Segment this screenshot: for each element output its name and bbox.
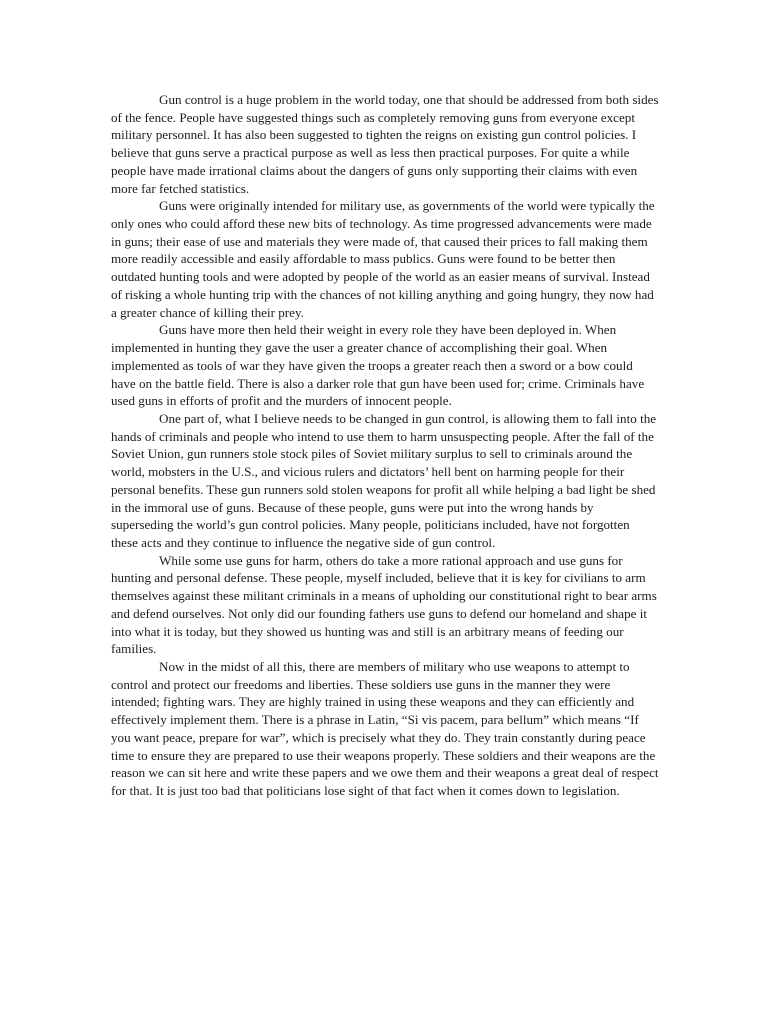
paragraph-6: Now in the midst of all this, there are members of military who use weapons to attempt to control and protect our freedoms and liberties. These soldiers use guns in the manner they were intended; fighting wars. They are highly trained in using these weapons and they can efficiently and effectively implement them. There is a phrase in Latin, “Si vis pacem, para bellum” which means “If you want peace, prepare for war”, which is precisely what they do. They train constantly during peace time to ensure they are prepared to use their weapons properly. These soldiers and their weapons are the reason we can sit here and write these papers and we owe them and their weapons a great deal of respect for that. It is just too bad that politicians lose sight of that fact when it comes down to legislation. (111, 659, 659, 799)
paragraph-4: One part of, what I believe needs to be changed in gun control, is allowing them to fall into the hands of criminals and people who intend to use them to harm unsuspecting people. After the fall of the Soviet Union, gun runners stole stock piles of Soviet military surplus to sell to criminals around the world, mobsters in the U.S., and vicious rulers and dictators’ hell bent on harming people for their personal benefits. These gun runners sold stolen weapons for profit all while helping a bad light be shed in the immoral use of guns. Because of these people, guns were put into the wrong hands by superseding the world’s gun control policies. Many people, politicians included, have not forgotten these acts and they continue to influence the negative side of gun control. (111, 410, 657, 550)
essay-body (111, 91, 659, 800)
paragraph-3: Guns have more then held their weight in every role they have been deployed in. When implemented in hunting they gave the user a greater chance of accomplishing their goal. When implemented as tools of war they have given the troops a greater reach then a sword or a bow could have on the battle field. There is also a darker role that gun have been used for; crime. Criminals have used guns in efforts of profit and the murders of innocent people. (111, 322, 645, 409)
paragraph-2: Guns were originally intended for military use, as governments of the world were typically the only ones who could afford these new bits of technology. As time progressed advancements were made in guns; their ease of use and materials they were made of, that caused their prices to fall making them more readily accessible and easily affordable to mass publics. Guns were found to be better then outdated hunting tools and were adopted by people of the world as an easier means of survival. Instead of risking a whole hunting trip with the chances of not killing anything and going hungry, they now had a greater chance of killing their prey. (111, 198, 655, 320)
paragraph-1: Gun control is a huge problem in the world today, one that should be addressed from both sides of the fence. People have suggested things such as completely removing guns from everyone except military personnel. It has also been suggested to tighten the reigns on existing gun control policies. I believe that guns serve a practical purpose as well as less then practical purposes. For quite a while people have made irrational claims about the dangers of guns only supporting their claims with even more far fetched statistics. (111, 92, 659, 196)
paragraph-5: While some use guns for harm, others do take a more rational approach and use guns for hunting and personal defense. These people, myself included, believe that it is key for civilians to arm themselves against these militant criminals in a means of upholding our constitutional right to bear arms and defend ourselves. Not only did our founding fathers use guns to defend our homeland and shape it into what it is today, but they showed us hunting was and still is an arbitrary means of feeding our families. (111, 552, 657, 657)
